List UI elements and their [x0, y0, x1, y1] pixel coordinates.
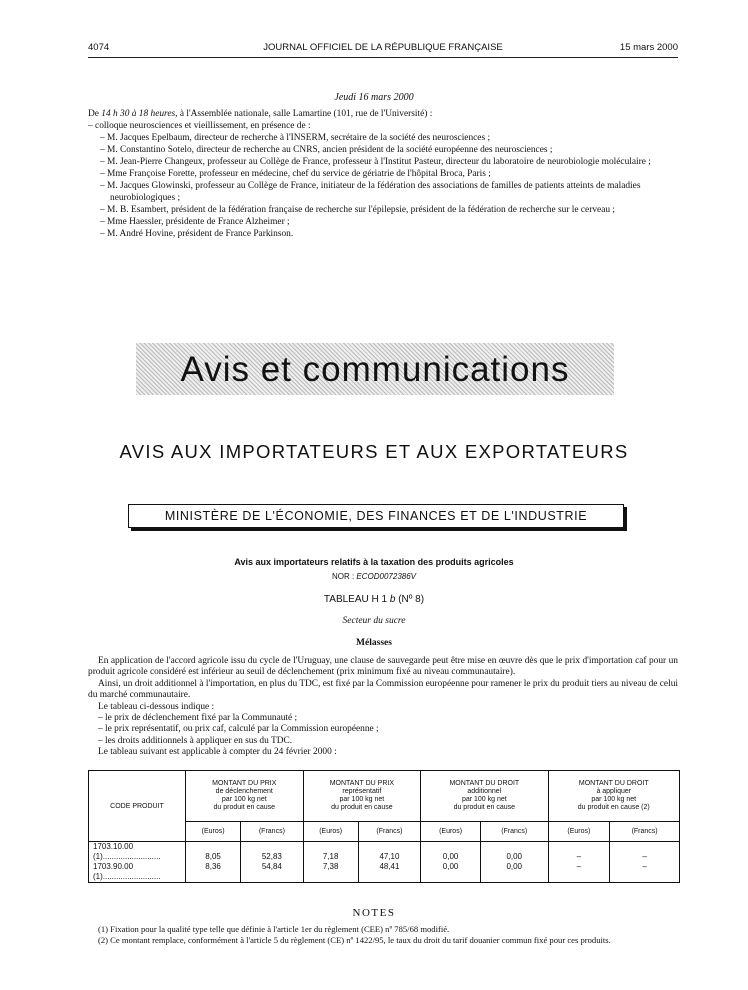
attendee-item: – Mme Françoise Forette, professeur en médecine, chef du service de gériatrie de l'hôpital Broca, Paris ; — [100, 169, 491, 179]
paragraph: Le tableau suivant est applicable à compter du 24 février 2000 : — [98, 747, 337, 758]
table-row: 1703.10.00 (1).......................... — [93, 842, 161, 861]
group-header: MONTANT DU PRIX représentatif par 100 kg net du produit en cause — [303, 771, 421, 822]
banner-title: Avis et communications — [180, 349, 570, 389]
value-cell: 7,18 7,38 — [303, 842, 358, 883]
attendee-item: – M. André Hovine, président de France Parkinson. — [100, 229, 294, 239]
value-cell: 0,00 0,00 — [480, 842, 548, 883]
value-cell: 0,00 0,00 — [421, 842, 481, 883]
unit-francs: (Francs) — [358, 822, 420, 842]
section-title: AVIS AUX IMPORTATEURS ET AUX EXPORTATEURS — [119, 441, 629, 462]
unit-euros: (Euros) — [303, 822, 358, 842]
section-banner — [136, 343, 614, 395]
unit-francs: (Francs) — [480, 822, 548, 842]
secteur-label: Secteur du sucre — [342, 616, 406, 626]
code-header: CODE PRODUIT — [89, 771, 186, 842]
session-block — [88, 108, 678, 240]
issue-date: 15 mars 2000 — [619, 42, 678, 53]
session-topic: – colloque neurosciences et vieillissement, en présence de : — [88, 121, 311, 131]
avis-title: Avis aux importateurs relatifs à la taxation des produits agricoles — [234, 557, 514, 567]
value-cell: 47,10 48,41 — [358, 842, 420, 883]
value-cell: – – — [610, 842, 680, 883]
value-cell: – – — [548, 842, 610, 883]
page-number: 4074 — [88, 42, 110, 53]
session-intro: De 14 h 30 à 18 heures, à l'Assemblée nationale, salle Lamartine (101, rue de l'Université) : — [88, 109, 433, 119]
avis-body — [88, 656, 678, 759]
unit-francs: (Francs) — [241, 822, 303, 842]
list-item: – les droits additionnels à appliquer en sus du TDC. — [98, 735, 293, 746]
attendee-item: – M. Jacques Glowinski, professeur au Collège de France, initiateur de la fédération des associations de familles de patients atteints de maladies neurobiologiques ; — [100, 181, 641, 203]
product-label: Mélasses — [356, 638, 392, 648]
ministry-title: MINISTÈRE DE L'ÉCONOMIE, DES FINANCES ET DE L'INDUSTRIE — [164, 509, 588, 523]
paragraph: En application de l'accord agricole issu du cycle de l'Uruguay, une clause de sauvegarde peut être mise en œuvre dès que le prix d'importation caf pour un produit agricole considéré est inférieur au seuil de déclenchement (prix minimum fixé au niveau communautaire). — [88, 656, 678, 678]
attendee-item: – M. Jean-Pierre Changeux, professeur au Collège de France, professeur à l'Institut Pasteur, directeur du laboratoire de neurobiologie moléculaire ; — [100, 157, 651, 167]
attendee-item: – M. Constantino Sotelo, directeur de recherche au CNRS, ancien président de la société européenne des neurosciences ; — [100, 145, 553, 155]
list-item: – le prix de déclenchement fixé par la Communauté ; — [98, 713, 298, 724]
group-header: MONTANT DU DROIT à appliquer par 100 kg net du produit en cause (2) — [548, 771, 679, 822]
unit-euros: (Euros) — [548, 822, 610, 842]
table-row: 1703.90.00 (1).......................... — [93, 862, 161, 881]
list-item: – le prix représentatif, ou prix caf, calculé par la Commission européenne ; — [98, 724, 379, 735]
attendee-list — [88, 132, 678, 240]
tariff-table — [88, 770, 680, 883]
value-cell: 8,05 8,36 — [186, 842, 241, 883]
header-rule — [88, 57, 678, 58]
value-cell: 52,83 54,84 — [241, 842, 303, 883]
tableau-label: TABLEAU H 1 b (Nº 8) — [323, 594, 425, 605]
notes-block — [88, 924, 678, 946]
note-item: (1) Fixation pour la qualité type telle que définie à l'article 1er du règlement (CEE) nº 785/68 modifié. — [98, 924, 450, 934]
paragraph: Le tableau ci-dessous indique : — [98, 701, 215, 712]
attendee-item: – Mme Haessler, présidente de France Alzheimer ; — [100, 217, 290, 227]
attendee-item: – M. B. Esambert, président de la fédération française de recherche sur l'épilepsie, président de la fédération de recherche sur le cerveau ; — [100, 205, 615, 215]
nor-code: ECOD0072386V — [356, 572, 417, 581]
paragraph: Ainsi, un droit additionnel à l'importation, en plus du TDC, est fixé par la Commission européenne pour ramener le prix du produit tiers au niveau de celui du marché communautaire. — [88, 678, 678, 701]
notes-title: NOTES — [352, 907, 396, 919]
unit-euros: (Euros) — [186, 822, 241, 842]
group-header: MONTANT DU PRIX de déclenchement par 100 kg net du produit en cause — [186, 771, 304, 822]
session-day: Jeudi 16 mars 2000 — [334, 92, 414, 103]
code-cell — [89, 842, 186, 883]
session-time: 14 h 30 à 18 heures — [101, 109, 176, 119]
ministry-box — [128, 504, 624, 528]
group-header: MONTANT DU DROIT additionnel par 100 kg net du produit en cause — [421, 771, 548, 822]
journal-title: JOURNAL OFFICIEL DE LA RÉPUBLIQUE FRANÇAISE — [263, 42, 503, 53]
attendee-item: – M. Jacques Epelbaum, directeur de recherche à l'INSERM, secrétaire de la société des neurosciences ; — [100, 133, 491, 143]
unit-euros: (Euros) — [421, 822, 481, 842]
nor-reference: NOR : ECOD0072386V — [331, 572, 417, 581]
note-item: (2) Ce montant remplace, conformément à l'article 5 du règlement (CE) nº 1422/95, le taux du droit du tarif douanier commun fixé pour ces produits. — [98, 935, 611, 945]
unit-francs: (Francs) — [610, 822, 680, 842]
